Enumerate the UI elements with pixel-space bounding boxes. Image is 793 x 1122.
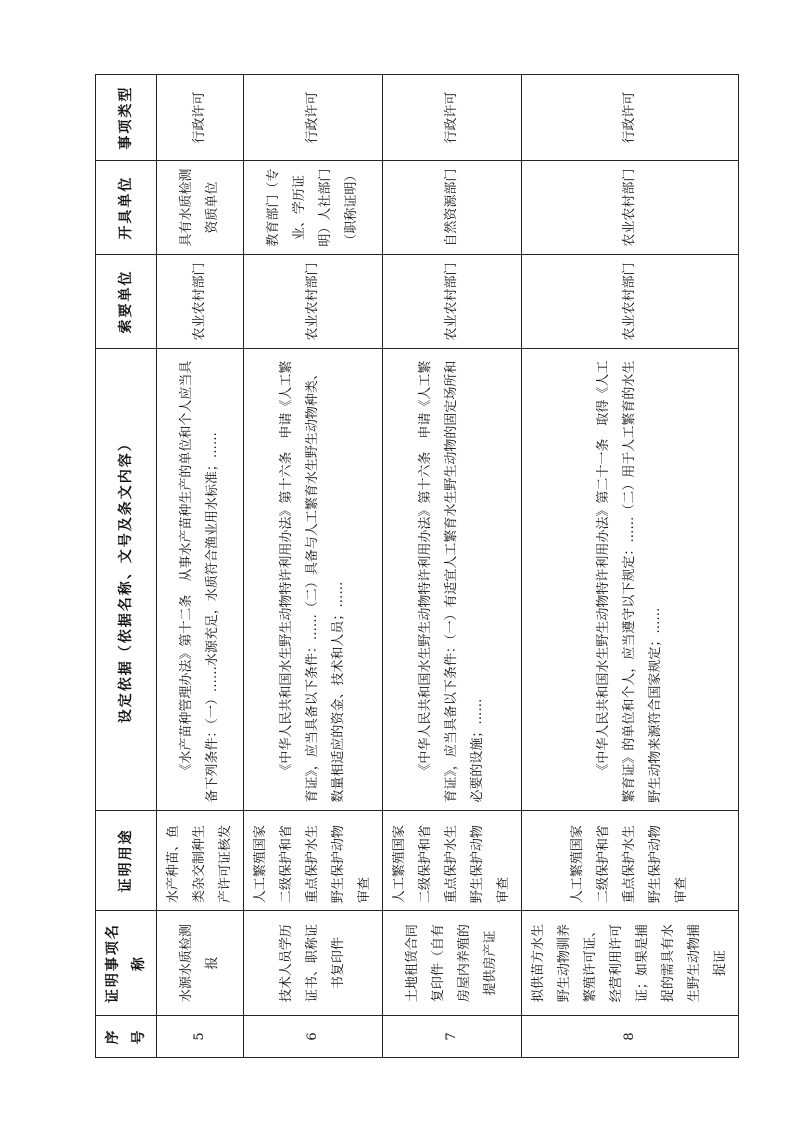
row-purpose: 人工繁殖国家二级保护和省重点保护水生野生保护动物审查 (244, 810, 383, 911)
row-purpose: 水产种苗、鱼类杂交制种生产许可证核发 (157, 810, 244, 911)
header-no: 序号 (96, 1016, 157, 1058)
row-basis: 《中华人民共和国水生野生动物特许利用办法》第十六条 申请《人工繁育证》，应当具备以下条件：（一）有适宜人工繁育水生野生动物的固定场所和必要的设施；…… (383, 348, 522, 810)
row-no: 5 (157, 1016, 244, 1058)
table-row (383, 75, 522, 1058)
header-type: 事项类型 (96, 75, 157, 161)
header-name: 证明事项名称 (96, 911, 157, 1016)
header-issuer: 开具单位 (96, 161, 157, 255)
row-issuer: 自然资源部门 (383, 161, 522, 255)
row-requester: 农业农村部门 (522, 255, 739, 349)
header-row (96, 75, 157, 1058)
rotated-page (95, 74, 728, 1058)
row-issuer: 农业农村部门 (522, 161, 739, 255)
row-no: 7 (383, 1016, 522, 1058)
row-type: 行政许可 (244, 75, 383, 161)
row-basis: 《中华人民共和国水生野生动物特许利用办法》第二十一条 取得《人工繁育证》的单位和个人，应当遵守以下规定：……（二）用于人工繁育的水生野生动物来源符合国家规定；…… (522, 348, 739, 810)
row-issuer: 教育部门（专业、学历证明）人社部门（职称证明） (244, 161, 383, 255)
row-purpose: 人工繁殖国家二级保护和省重点保护水生野生保护动物审查 (383, 810, 522, 911)
table-row (522, 75, 739, 1058)
row-purpose: 人工繁殖国家二级保护和省重点保护水生野生保护动物审查 (522, 810, 739, 911)
row-requester: 农业农村部门 (244, 255, 383, 349)
header-purpose: 证明用途 (96, 810, 157, 911)
row-type: 行政许可 (522, 75, 739, 161)
row-requester: 农业农村部门 (157, 255, 244, 349)
row-no: 8 (522, 1016, 739, 1058)
row-type: 行政许可 (383, 75, 522, 161)
header-basis: 设定依据（依据名称、文号及条文内容） (96, 348, 157, 810)
row-name: 土地租赁合同复印件（自有房屋内养殖的提供房产证 (383, 911, 522, 1016)
header-requester: 索要单位 (96, 255, 157, 349)
row-no: 6 (244, 1016, 383, 1058)
row-basis: 《水产苗种管理办法》第十二条 从事水产苗种生产的单位和个人应当具备下列条件：（一）……水源充足，水质符合渔业用水标准；…… (157, 348, 244, 810)
row-type: 行政许可 (157, 75, 244, 161)
table-row (244, 75, 383, 1058)
row-basis: 《中华人民共和国水生野生动物特许利用办法》第十六条 申请《人工繁育证》，应当具备以下条件：……（二）具备与人工繁育水生野生动物种类、数量相适应的资金、技术和人员；…… (244, 348, 383, 810)
row-name: 水源水质检测报 (157, 911, 244, 1016)
table-row (157, 75, 244, 1058)
certification-table (95, 74, 739, 1058)
row-issuer: 具有水质检测资质单位 (157, 161, 244, 255)
row-name: 拟供苗方水生野生动物驯养繁殖许可证、经营利用许可证；如果是捕捉的需具有水生野生动物捕捉证 (522, 911, 739, 1016)
row-name: 技术人员学历证书、职称证书复印件 (244, 911, 383, 1016)
row-requester: 农业农村部门 (383, 255, 522, 349)
